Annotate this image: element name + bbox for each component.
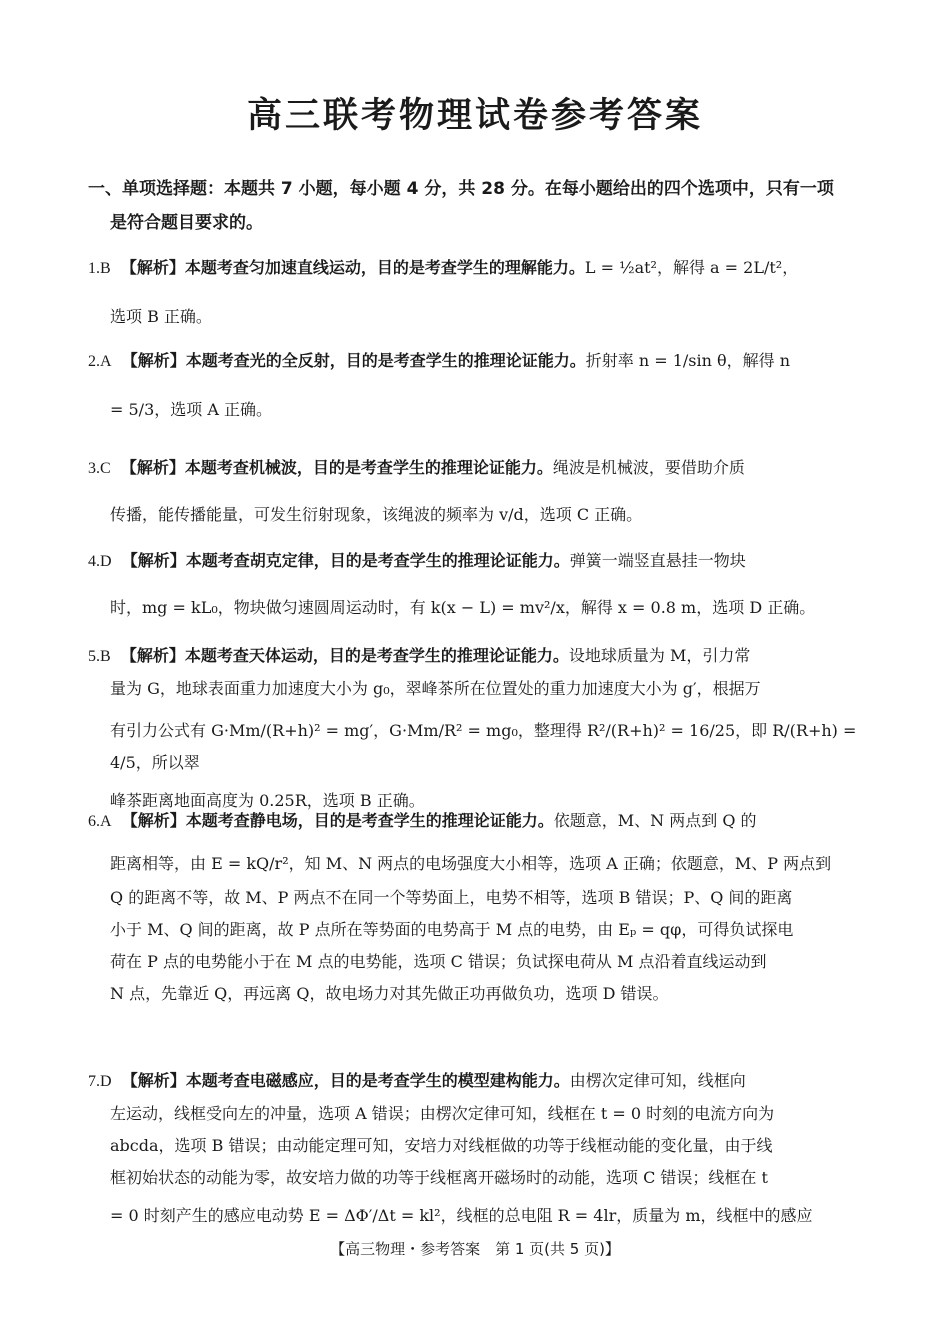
answer-line: abcda，选项 B 错误；由动能定理可知，安培力对线框做的功等于线框动能的变化量，由于线 — [110, 1136, 773, 1155]
answer-text: L = ½at²，解得 a = 2L/t²， — [584, 258, 799, 277]
question-5 — [88, 640, 863, 817]
question-number: 7.D — [88, 1073, 112, 1090]
answer-line: 选项 B 正确。 — [110, 307, 212, 326]
section-heading — [88, 172, 868, 240]
answer-line: 时，mg = kL₀，物块做匀速圆周运动时，有 k(x − L) = mv²/x，解得 x = 0.8 m，选项 D 正确。 — [110, 598, 816, 617]
question-summary: 本题考查天体运动，目的是考查学生的推理论证能力。 — [184, 646, 569, 665]
question-1 — [88, 252, 863, 333]
question-line — [88, 805, 863, 838]
question-line — [88, 452, 863, 485]
answer-text: 弹簧一端竖直悬挂一物块 — [569, 551, 746, 570]
answer-line: = 5/3，选项 A 正确。 — [110, 400, 272, 419]
question-summary: 本题考查胡克定律，目的是考查学生的推理论证能力。 — [185, 551, 570, 570]
question-number: 5.B — [88, 648, 111, 665]
question-line — [88, 545, 863, 578]
section-line-1: 一、单项选择题：本题共 7 小题，每小题 4 分，共 28 分。在每小题给出的四个选项中，只有一项 — [88, 179, 834, 199]
answer-line: 框初始状态的动能为零，故安培力做的功等于线框离开磁场时的动能，选项 C 错误；线框在 t — [110, 1168, 768, 1187]
answer-line: = 0 时刻产生的感应电动势 E = ΔΦ′/Δt = kl²，线框的总电阻 R = 4lr，质量为 m，线框中的感应 — [110, 1206, 813, 1225]
question-7 — [88, 1065, 863, 1232]
answer-text: 设地球质量为 M，引力常 — [568, 646, 751, 665]
answer-text: 由楞次定律可知，线框向 — [569, 1071, 746, 1090]
question-line — [88, 640, 863, 673]
analysis-tag: 【解析】 — [121, 1071, 186, 1090]
analysis-tag: 【解析】 — [120, 646, 185, 665]
question-summary: 本题考查电磁感应，目的是考查学生的模型建构能力。 — [185, 1071, 570, 1090]
analysis-tag: 【解析】 — [121, 551, 186, 570]
answer-text: 折射率 n = 1/sin θ，解得 n — [585, 351, 791, 370]
analysis-tag: 【解析】 — [120, 258, 185, 277]
question-number: 4.D — [88, 553, 112, 570]
answer-line: 左运动，线框受向左的冲量，选项 A 错误；由楞次定律可知，线框在 t = 0 时刻的电流方向为 — [110, 1104, 775, 1123]
analysis-tag: 【解析】 — [121, 351, 186, 370]
question-line — [88, 252, 863, 285]
question-number: 3.C — [88, 460, 111, 477]
answer-line: Q 的距离不等，故 M、P 两点不在同一个等势面上，电势不相等，选项 B 错误；P、Q 间的距离 — [110, 888, 793, 907]
question-6 — [88, 805, 863, 1010]
question-summary: 本题考查光的全反射，目的是考查学生的推理论证能力。 — [185, 351, 586, 370]
answer-line: N 点，先靠近 Q，再远离 Q，故电场力对其先做正功再做负功，选项 D 错误。 — [110, 984, 669, 1003]
answer-line: 有引力公式有 G·Mm/(R+h)² = mg′，G·Mm/R² = mg₀，整理得 R²/(R+h)² = 16/25，即 R/(R+h) = 4/5，所以翠 — [110, 721, 857, 772]
question-2 — [88, 345, 863, 426]
answer-line: 小于 M、Q 间的距离，故 P 点所在等势面的电势高于 M 点的电势，由 Eₚ = qφ，可得负试探电 — [110, 920, 794, 939]
question-summary: 本题考查匀加速直线运动，目的是考查学生的理解能力。 — [184, 258, 585, 277]
question-line — [88, 345, 863, 378]
question-3 — [88, 452, 863, 531]
answer-text: 依题意，M、N 两点到 Q 的 — [553, 811, 757, 830]
answer-line: 峰茶距离地面高度为 0.25R，选项 B 正确。 — [110, 791, 425, 810]
question-4 — [88, 545, 863, 624]
answer-text: 绳波是机械波，要借助介质 — [552, 458, 745, 477]
question-summary: 本题考查机械波，目的是考查学生的推理论证能力。 — [184, 458, 553, 477]
answer-line: 量为 G，地球表面重力加速度大小为 g₀，翠峰茶所在位置处的重力加速度大小为 g′，根据万 — [110, 679, 761, 698]
answer-line: 距离相等，由 E = kQ/r²，知 M、N 两点的电场强度大小相等，选项 A 正确；依题意，M、P 两点到 — [110, 854, 832, 873]
analysis-tag: 【解析】 — [120, 458, 185, 477]
page-footer: 【高三物理・参考答案 第 1 页(共 5 页)】 — [330, 1240, 620, 1258]
question-summary: 本题考查静电场，目的是考查学生的推理论证能力。 — [185, 811, 554, 830]
question-number: 6.A — [88, 813, 112, 830]
question-number: 1.B — [88, 260, 111, 277]
answer-line: 传播，能传播能量，可发生衍射现象，该绳波的频率为 v/d，选项 C 正确。 — [110, 505, 643, 524]
page-title: 高三联考物理试卷参考答案 — [246, 96, 703, 136]
section-line-2: 是符合题目要求的。 — [110, 213, 263, 233]
analysis-tag: 【解析】 — [121, 811, 186, 830]
question-line — [88, 1065, 863, 1098]
question-number: 2.A — [88, 353, 112, 370]
answer-line: 荷在 P 点的电势能小于在 M 点的电势能，选项 C 错误；负试探电荷从 M 点沿着直线运动到 — [110, 952, 767, 971]
